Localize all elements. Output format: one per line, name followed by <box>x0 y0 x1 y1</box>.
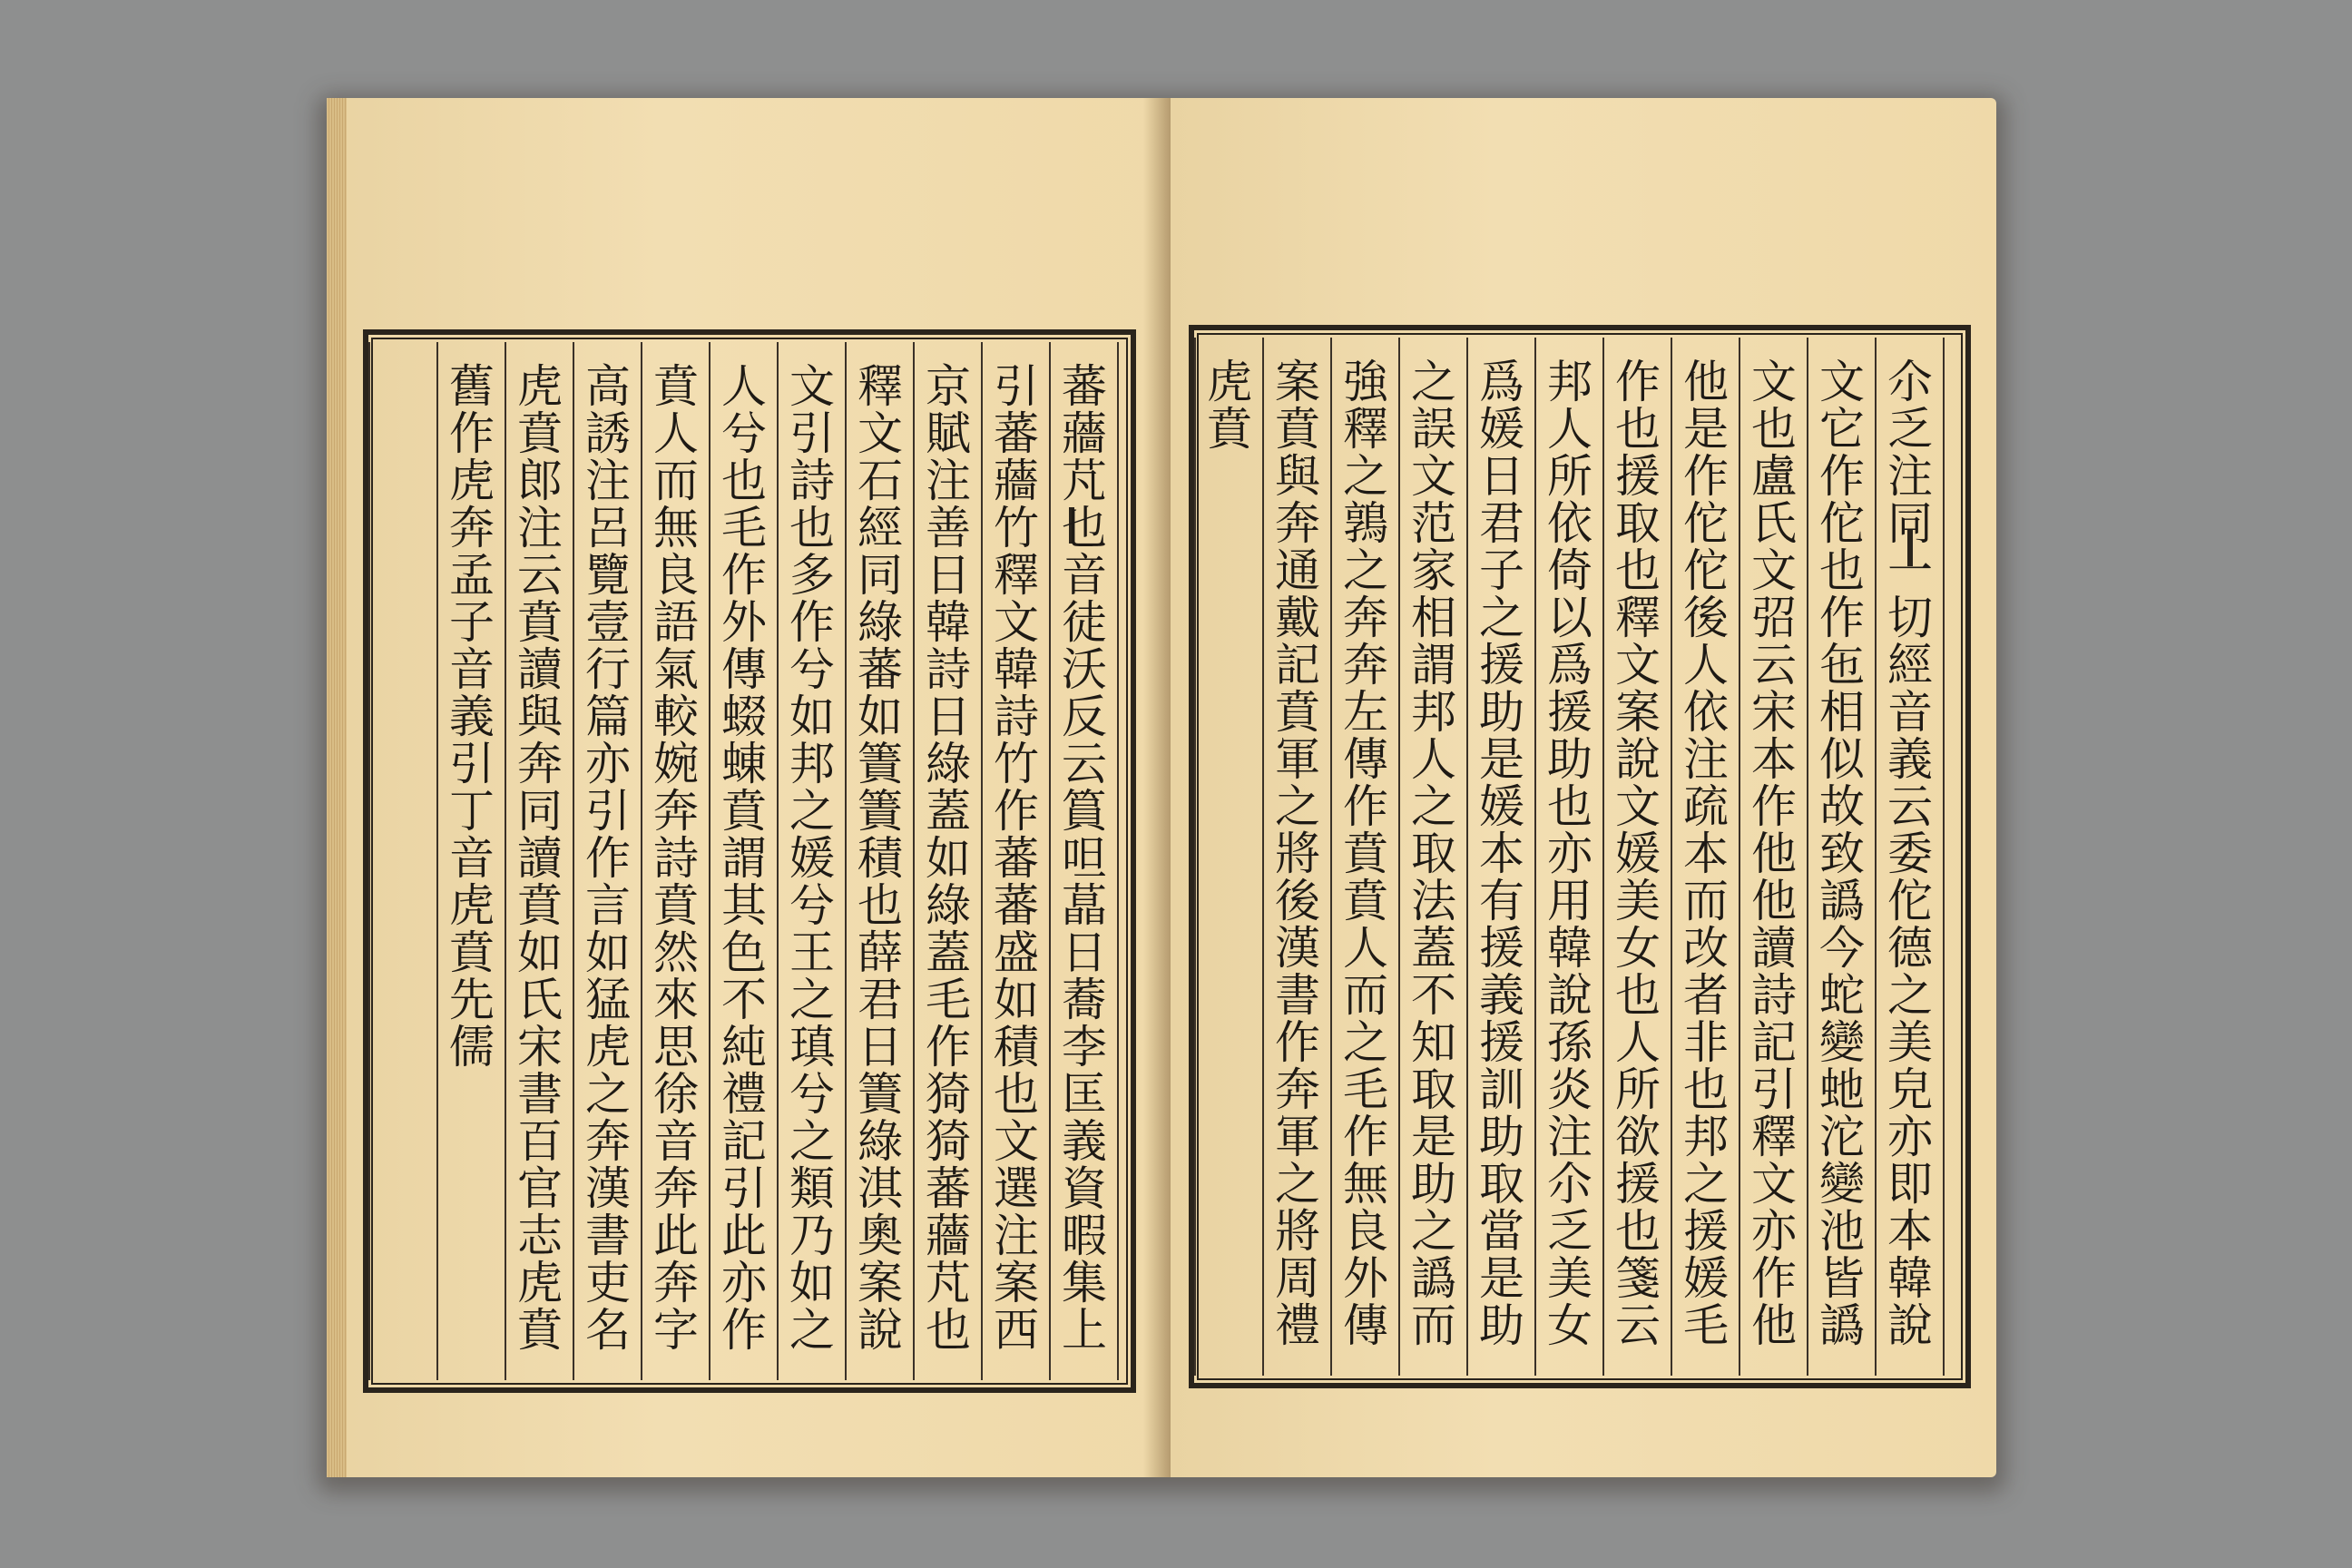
column-rule <box>1466 338 1468 1376</box>
column-rule <box>505 342 506 1380</box>
column-rule <box>1807 338 1808 1376</box>
right-page-frame <box>1189 325 1971 1388</box>
text-column-9: 京賦注善日韓詩日綠蓋如綠蓋毛作猗猗蕃蘠芃也 <box>918 362 971 1353</box>
text-column-1: 虎賁 <box>1200 358 1252 452</box>
column-rule <box>709 342 710 1380</box>
text-column-6: 邦人所依倚以爲援助也亦用韓說孫炎注尒乏美女 <box>1540 358 1592 1348</box>
column-rule <box>1671 338 1672 1376</box>
column-rule <box>1117 342 1119 1380</box>
text-column-3: 強釋之鶉之奔奔左傳作賁賁人而之毛作無良外傳 <box>1336 358 1388 1348</box>
text-column-5: 爲媛日君子之援助是媛本有援義援訓助取當是助 <box>1472 358 1524 1348</box>
column-rule <box>573 342 574 1380</box>
open-book <box>327 98 1996 1482</box>
text-column-8: 他是作佗佗後人依注疏本而改者非也邦之援媛毛 <box>1676 358 1729 1348</box>
text-column-7: 作也援取也釋文案說文媛美女也人所欲援也箋云 <box>1608 358 1661 1348</box>
column-rule <box>1602 338 1604 1376</box>
left-page-frame <box>363 329 1136 1393</box>
text-column-3: 虎賁郎注云賁讀與奔同讀賁如氏宋書百官志虎賁 <box>510 362 563 1353</box>
column-rule <box>1943 338 1945 1376</box>
text-column-2: 舊作虎奔孟子音義引丁音虎賁先儒 <box>442 362 495 1070</box>
text-column-10: 文它作佗也作㐌相似故致譌今蛇變虵沱變池皆譌 <box>1812 358 1865 1348</box>
text-column-4: 高誘注呂覽壹行篇亦引作言如猛虎之奔漢書吏名 <box>578 362 631 1353</box>
column-rule <box>777 342 779 1380</box>
text-column-7: 文引詩也多作兮如邦之媛兮王之瑱兮之類乃如之 <box>782 362 835 1353</box>
text-column-9: 文也盧氏文弨云宋本作他他讀詩記引釋文亦作他 <box>1744 358 1797 1348</box>
column-rule <box>368 342 370 1380</box>
text-column-2: 案賁與奔通戴記賁軍之將後漢書作奔軍之將周禮 <box>1268 358 1320 1348</box>
column-rule <box>436 342 438 1380</box>
column-rule <box>1739 338 1740 1376</box>
text-column-11: 蕃蘠芃也音徒沃反云篔呾蕌日蕎李匡義資暇集上 <box>1054 362 1107 1353</box>
column-rule <box>1049 342 1051 1380</box>
column-rule <box>641 342 642 1380</box>
text-column-5: 賁人而無良語氣較婉奔詩賁然來思徐音奔此奔字 <box>646 362 699 1353</box>
column-rule <box>1398 338 1400 1376</box>
column-rule <box>981 342 983 1380</box>
text-column-4: 之誤文范家相謂邦人之取法蓋不知取是助之譌而 <box>1404 358 1456 1348</box>
text-column-11: 尒乏注同一切經音義云委佗德之美皃亦即本韓說 <box>1880 358 1933 1348</box>
right-page <box>1171 98 1996 1477</box>
column-rule <box>1194 338 1196 1376</box>
text-column-10: 引蕃蘠竹釋文韓詩竹作蕃蕃盛如積也文選注案西 <box>986 362 1039 1353</box>
column-rule <box>1262 338 1264 1376</box>
column-rule <box>1534 338 1536 1376</box>
column-rule <box>1875 338 1877 1376</box>
column-rule <box>913 342 915 1380</box>
text-column-6: 人兮也毛作外傳蝃蝀賁謂其色不純禮記引此亦作 <box>714 362 767 1353</box>
column-rule <box>1330 338 1332 1376</box>
left-page <box>327 98 1171 1477</box>
text-column-8: 釋文石經同綠蕃如簀簀積也薛君日簀綠淇奧案說 <box>850 362 903 1353</box>
column-rule <box>845 342 847 1380</box>
